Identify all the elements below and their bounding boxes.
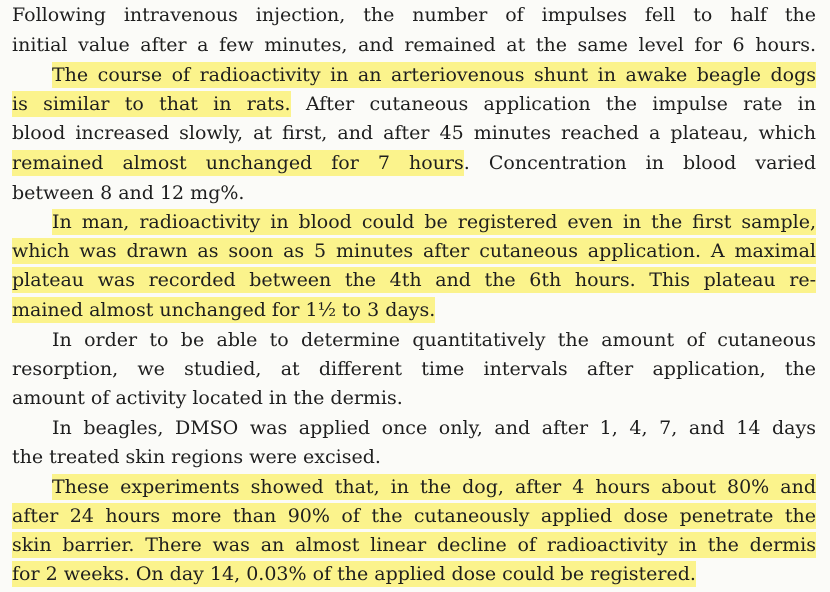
text-line bbox=[12, 354, 816, 384]
line-text: blood increased slowly, at first, and after 45 minutes reached a plateau, which bbox=[12, 122, 816, 144]
highlighted-text: after 24 hours more than 90% of the cutaneously applied dose penetrate the bbox=[12, 505, 816, 527]
line-text: After cutaneous application the impulse rate in bbox=[290, 93, 816, 115]
highlighted-line bbox=[52, 60, 816, 90]
text-line bbox=[12, 383, 816, 413]
line-text: between 8 and 12 mg%. bbox=[12, 182, 245, 204]
text-line bbox=[12, 89, 816, 119]
highlighted-line bbox=[52, 472, 816, 502]
line-text: Following intravenous injection, the number of impulses fell to half the bbox=[12, 4, 816, 26]
line-text: the treated skin regions were excised. bbox=[12, 446, 381, 468]
text-line bbox=[12, 178, 816, 208]
highlighted-text: for 2 weeks. On day 14, 0.03% of the applied dose could be registered. bbox=[12, 563, 696, 585]
highlighted-line bbox=[52, 207, 816, 237]
text-line bbox=[12, 118, 816, 148]
highlighted-line bbox=[12, 236, 816, 266]
highlighted-text: In man, radioactivity in blood could be registered even in the first sample, bbox=[52, 211, 816, 233]
highlighted-text: which was drawn as soon as 5 minutes after cutaneous application. A maximal bbox=[12, 240, 816, 262]
text-line bbox=[12, 442, 816, 472]
highlighted-line bbox=[12, 559, 816, 589]
line-text: . Concentration in blood varied bbox=[463, 152, 816, 174]
line-text: amount of activity located in the dermis. bbox=[12, 387, 403, 409]
text-line bbox=[12, 148, 816, 178]
line-text: In beagles, DMSO was applied once only, and after 1, 4, 7, and 14 days bbox=[52, 417, 816, 439]
highlighted-text: mained almost unchanged for 1½ to 3 days. bbox=[12, 299, 436, 321]
highlighted-line bbox=[12, 295, 816, 325]
highlighted-line bbox=[12, 265, 816, 295]
highlighted-text: remained almost unchanged for 7 hours bbox=[12, 152, 464, 174]
highlighted-text: is similar to that in rats. bbox=[12, 93, 291, 115]
highlighted-text: skin barrier. There was an almost linear decline of radioactivity in the dermis bbox=[12, 534, 816, 556]
line-text: resorption, we studied, at different time intervals after application, the bbox=[12, 358, 816, 380]
line-text: initial value after a few minutes, and remained at the same level for 6 hours. bbox=[12, 34, 816, 56]
highlighted-line bbox=[12, 501, 816, 531]
highlighted-line bbox=[12, 530, 816, 560]
line-text: In order to be able to determine quantitatively the amount of cutaneous bbox=[52, 329, 816, 351]
text-line bbox=[12, 30, 816, 60]
highlighted-text: These experiments showed that, in the dog, after 4 hours about 80% and bbox=[52, 476, 816, 498]
highlighted-text: plateau was recorded between the 4th and the 6th hours. This plateau re- bbox=[12, 269, 816, 291]
highlighted-text: The course of radioactivity in an arteriovenous shunt in awake beagle dogs bbox=[52, 64, 816, 86]
text-line bbox=[52, 325, 816, 355]
text-line bbox=[12, 0, 816, 30]
text-line bbox=[52, 413, 816, 443]
